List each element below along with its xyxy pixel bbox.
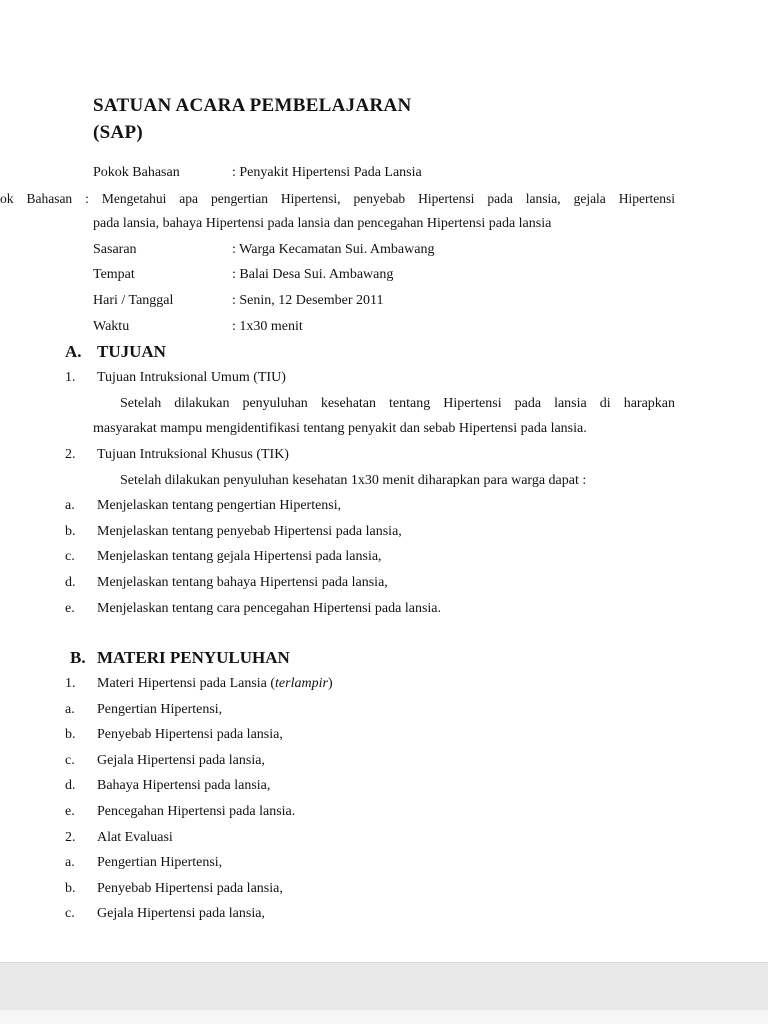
list-text: Gejala Hipertensi pada lansia, [97,752,265,768]
meta-value: : Warga Kecamatan Sui. Ambawang [232,241,435,257]
list-marker: d. [65,574,76,590]
list-marker: c. [65,549,75,565]
meta-row-tempat [93,262,675,288]
item-marker: 2. [65,829,76,845]
meta-row-sub-pokok-overflow: ok Bahasan : Mengetahui apa pengertian Hipertensi, penyebab Hipertensi pada lansia, gejala Hipertensi [0,190,675,206]
list-marker: d. [65,778,76,794]
section-a-title: TUJUAN [97,342,166,362]
list-item [65,493,675,519]
list-text: Menjelaskan tentang pengertian Hipertensi, [97,498,342,514]
item-text: Alat Evaluasi [97,829,173,845]
item-text [97,676,333,691]
meta-label: Tempat [93,267,135,283]
meta-row-sasaran [93,237,675,263]
list-item [65,748,675,774]
list-marker: b. [65,523,76,539]
section-a-marker: A. [65,342,82,362]
item-marker: 1. [65,676,76,692]
section-b-heading [70,644,675,671]
list-item [65,773,675,799]
list-text: Bahaya Hipertensi pada lansia, [97,778,271,794]
list-item [65,596,675,622]
list-item [65,519,675,545]
item-marker: 1. [65,370,76,386]
list-item [65,876,675,902]
document-content [0,92,675,927]
item-text: Tujuan Intruksional Umum (TIU) [97,370,286,386]
meta-value: : 1x30 menit [232,318,303,334]
list-text: Pengertian Hipertensi, [97,855,223,871]
meta-label: Hari / Tanggal [93,292,174,308]
numbered-item [65,671,675,697]
section-b-marker: B. [70,648,86,668]
meta-value: : Senin, 12 Desember 2011 [232,292,384,308]
paragraph-line: Setelah dilakukan penyuluhan kesehatan tentang Hipertensi pada lansia di harapkan [120,395,675,411]
list-text: Pengertian Hipertensi, [97,701,223,717]
item-text-after: ) [327,676,333,692]
list-text: Menjelaskan tentang cara pencegahan Hipertensi pada lansia. [97,600,442,616]
list-item [65,570,675,596]
list-marker: a. [65,701,75,717]
list-marker: c. [65,752,75,768]
paragraph-line: masyarakat mampu mengidentifikasi tentang penyakit dan sebab Hipertensi pada lansia. [93,421,587,437]
list-marker: b. [65,880,76,896]
list-text: Penyebab Hipertensi pada lansia, [97,727,283,743]
paragraph-line: Setelah dilakukan penyuluhan kesehatan 1x30 menit diharapkan para warga dapat : [120,472,587,488]
numbered-item [65,365,675,391]
list-marker: a. [65,498,75,514]
list-item [65,544,675,570]
list-marker: a. [65,855,75,871]
list-item [65,722,675,748]
meta-value: : Balai Desa Sui. Ambawang [232,267,394,283]
title-line-2: (SAP) [93,122,144,143]
section-b-title: MATERI PENYULUHAN [97,648,290,668]
title-line-1: SATUAN ACARA PEMBELAJARAN [93,95,412,116]
section-a-heading [65,339,675,365]
list-marker: e. [65,804,75,820]
list-item [65,901,675,927]
meta-label: Waktu [93,318,130,334]
numbered-item [65,442,675,468]
meta-row-hari-tanggal [93,288,675,314]
list-item [65,697,675,723]
meta-row-waktu [93,314,675,340]
document-title [93,92,675,146]
item-text: Tujuan Intruksional Khusus (TIK) [97,446,289,462]
meta-row-sub-pokok-continuation: pada lansia, bahaya Hipertensi pada lansia dan pencegahan Hipertensi pada lansia [93,216,552,232]
next-page-edge [0,1010,768,1024]
list-item [65,850,675,876]
list-marker: b. [65,727,76,743]
numbered-item [65,825,675,851]
list-text: Menjelaskan tentang penyebab Hipertensi pada lansia, [97,523,402,539]
list-text: Menjelaskan tentang gejala Hipertensi pada lansia, [97,549,382,565]
list-text: Pencegahan Hipertensi pada lansia. [97,804,296,820]
list-marker: c. [65,906,75,922]
list-text: Penyebab Hipertensi pada lansia, [97,880,283,896]
list-text: Menjelaskan tentang bahaya Hipertensi pada lansia, [97,574,388,590]
list-marker: e. [65,600,75,616]
item-text-before: Materi Hipertensi pada Lansia ( [97,676,276,692]
meta-label: Sasaran [93,241,137,257]
meta-value: : Penyakit Hipertensi Pada Lansia [232,165,422,180]
list-item [65,799,675,825]
meta-label: Pokok Bahasan [93,165,180,180]
list-text: Gejala Hipertensi pada lansia, [97,906,265,922]
meta-row-pokok-bahasan [93,160,675,186]
item-text-italic: terlampir [275,676,328,692]
item-marker: 2. [65,446,76,462]
